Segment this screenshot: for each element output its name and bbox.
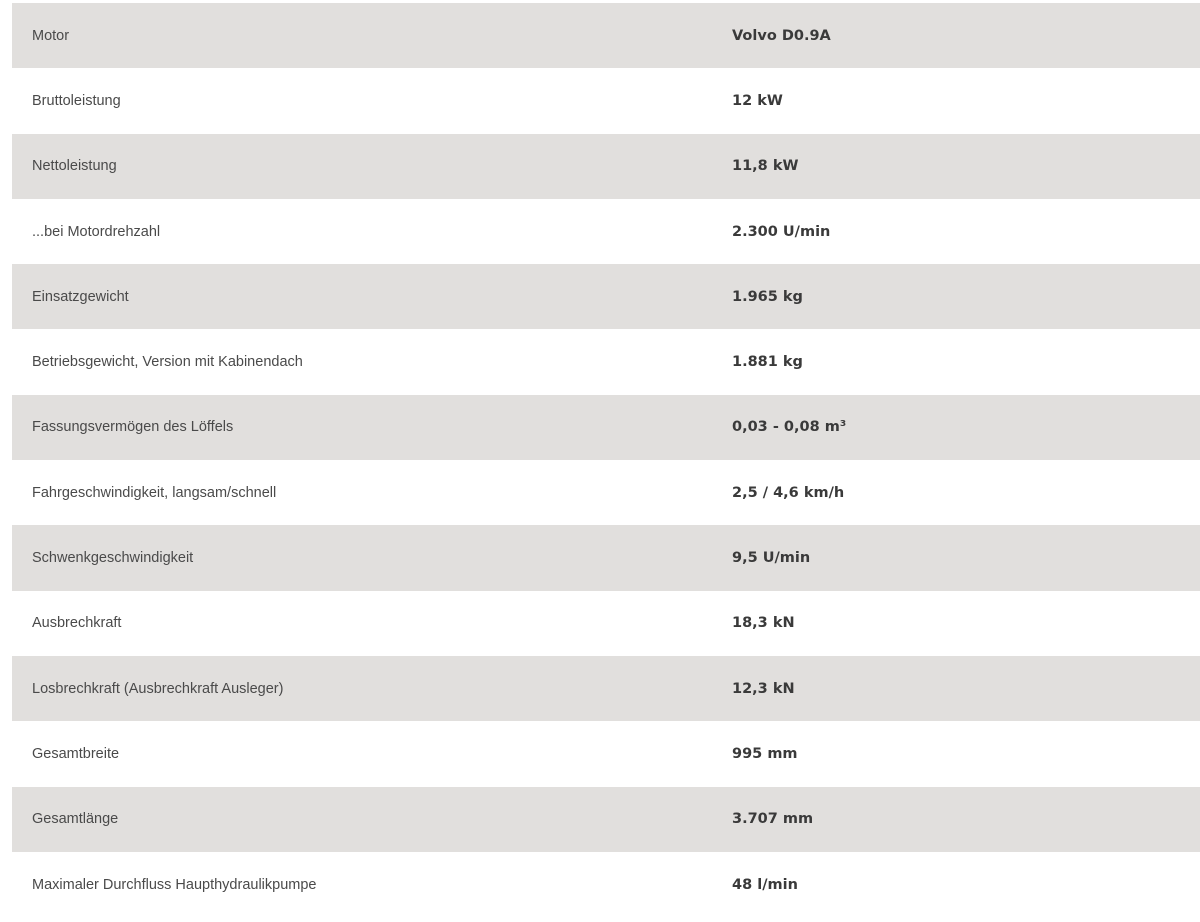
spec-row-nettoleistung (12, 134, 1200, 199)
spec-value: 1.881 kg (732, 354, 803, 371)
spec-label: Fassungsvermögen des Löffels (32, 419, 234, 436)
spec-label: Losbrechkraft (Ausbrechkraft Ausleger) (32, 680, 284, 697)
spec-value: 48 l/min (732, 876, 798, 893)
spec-label: Motor (32, 27, 70, 44)
spec-table (12, 3, 1200, 917)
spec-label: Gesamtlänge (32, 811, 119, 828)
spec-value: 1.965 kg (732, 288, 803, 305)
spec-value: 18,3 kN (732, 615, 795, 632)
spec-row-bruttoleistung (12, 68, 1200, 133)
spec-label: Maximaler Durchfluss Haupthydraulikpumpe (32, 876, 317, 893)
spec-row-losbrechkraft (12, 656, 1200, 721)
spec-row-gesamtbreite (12, 721, 1200, 786)
spec-label: ...bei Motordrehzahl (32, 223, 161, 240)
spec-row-schwenkgeschwindigkeit (12, 525, 1200, 590)
spec-row-motor (12, 3, 1200, 68)
spec-value: 3.707 mm (732, 811, 814, 828)
spec-label: Bruttoleistung (32, 92, 121, 109)
spec-value: 12,3 kN (732, 680, 795, 697)
spec-value: 11,8 kW (732, 158, 799, 175)
spec-row-einsatzgewicht (12, 264, 1200, 329)
spec-label: Nettoleistung (32, 158, 117, 175)
spec-value: 12 kW (732, 92, 783, 109)
spec-value: 2.300 U/min (732, 223, 831, 240)
spec-row-loeffel (12, 395, 1200, 460)
spec-label: Ausbrechkraft (32, 615, 122, 632)
spec-label: Fahrgeschwindigkeit, langsam/schnell (32, 484, 277, 501)
spec-row-fahrgeschwindigkeit (12, 460, 1200, 525)
spec-value: 0,03 - 0,08 m³ (732, 419, 847, 436)
spec-label: Betriebsgewicht, Version mit Kabinendach (32, 354, 303, 371)
spec-value: 2,5 / 4,6 km/h (732, 484, 845, 501)
spec-label: Schwenkgeschwindigkeit (32, 550, 194, 567)
spec-value: 995 mm (732, 745, 798, 762)
spec-value: Volvo D0.9A (732, 27, 831, 44)
spec-value: 9,5 U/min (732, 550, 811, 567)
spec-row-motordrehzahl (12, 199, 1200, 264)
spec-label: Gesamtbreite (32, 745, 120, 762)
spec-row-durchfluss (12, 852, 1200, 917)
spec-label: Einsatzgewicht (32, 288, 129, 305)
spec-row-gesamtlaenge (12, 787, 1200, 852)
spec-row-betriebsgewicht (12, 329, 1200, 394)
spec-row-ausbrechkraft (12, 591, 1200, 656)
